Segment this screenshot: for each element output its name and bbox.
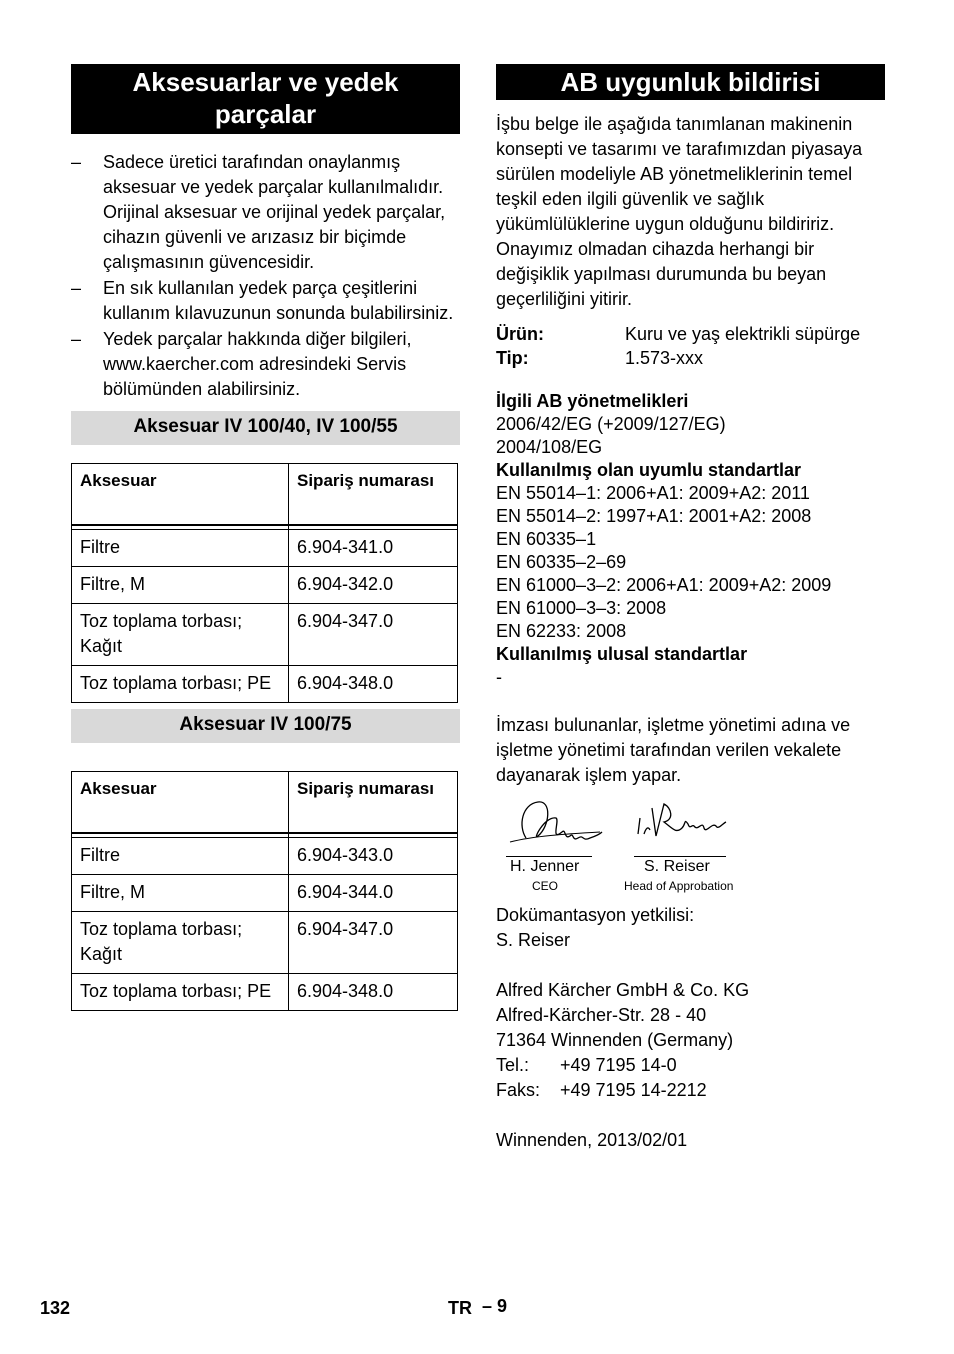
header-order-number: Sipariş numarası <box>289 464 458 526</box>
type-value: 1.573-xxx <box>625 348 704 368</box>
declaration-title: AB uygunluk bildirisi <box>496 64 885 100</box>
left-column <box>71 64 460 1011</box>
national-standards-value: - <box>496 667 502 687</box>
signatory-1-name: H. Jenner <box>510 858 580 875</box>
signatory-2-name: S. Reiser <box>644 858 710 875</box>
footer-language: TR <box>448 1298 472 1318</box>
table-header-row <box>72 464 458 526</box>
documentation-name: S. Reiser <box>496 930 571 950</box>
footer-section: – 9 <box>482 1296 508 1316</box>
signatory-1-role: CEO <box>532 879 559 893</box>
directives-title: İlgili AB yönetmelikleri <box>496 391 689 411</box>
cell-accessory: Toz toplama torbası; PE <box>72 974 289 1011</box>
cell-accessory: Filtre, M <box>72 875 289 912</box>
signature-reiser-handwriting: i.V. Reiser <box>632 798 637 799</box>
bullet-item <box>71 276 460 326</box>
declaration-intro: İşbu belge ile aşağıda tanımlanan makinenin konsepti ve tasarımı ve tarafımızdan piyasaya sürülen modeliyle AB yönetmeliklerinin temel teşkil eden ilgili güvenlik ve sağlık yükümlülüklerine uygun olduğunu bildiririz. Onayımız olmadan cihazda herhangi bir değişiklik yapılması durumunda bu beyan geçerliliğini yitirir. <box>496 114 863 309</box>
standard-item: EN 55014–1: 2006+A1: 2009+A2: 2011 <box>496 483 810 503</box>
company-name: Alfred Kärcher GmbH & Co. KG <box>496 980 750 1000</box>
fax-value: +49 7195 14-2212 <box>560 1080 707 1100</box>
signature-reiser <box>632 798 732 854</box>
bullet-item <box>71 150 460 275</box>
directive-item: 2004/108/EG <box>496 437 603 457</box>
phone-label: Tel.: <box>496 1055 530 1075</box>
table2-title: Aksesuar IV 100/75 <box>71 709 460 743</box>
signature-line-2 <box>634 856 726 857</box>
table-row <box>72 567 458 604</box>
type-row <box>496 346 885 370</box>
header-order-number: Sipariş numarası <box>289 772 458 834</box>
phone-value: +49 7195 14-0 <box>560 1055 677 1075</box>
accessory-table-2 <box>71 771 458 1011</box>
fax-label: Faks: <box>496 1080 541 1100</box>
standard-item: EN 55014–2: 1997+A1: 2001+A2: 2008 <box>496 506 812 526</box>
standard-item: EN 61000–3–3: 2008 <box>496 598 667 618</box>
place-date: Winnenden, 2013/02/01 <box>496 1130 688 1150</box>
bullet-item <box>71 327 460 402</box>
table-header-row <box>72 772 458 834</box>
cell-order-number: 6.904-348.0 <box>289 974 458 1011</box>
directive-item: 2006/42/EG (+2009/127/EG) <box>496 414 726 434</box>
page-number: 132 <box>40 1298 71 1318</box>
bullet-text: En sık kullanılan yedek parça çeşitlerini kullanım kılavuzunun sonunda bulabilirsiniz. <box>103 278 454 323</box>
bullet-text: Yedek parçalar hakkında diğer bilgileri, www.kaercher.com adresindeki Servis bölümünden alabilirsiniz. <box>103 329 412 399</box>
bullet-text: Sadece üretici tarafından onaylanmış aksesuar ve yedek parçalar kullanılmalıdır. Orijinal aksesuar ve orijinal yedek parçalar, cihazın güvenli ve arızasız bir biçimde çalışmasının güvencesidir. <box>103 152 446 272</box>
cell-order-number: 6.904-347.0 <box>289 912 458 974</box>
accessories-title: Aksesuarlar ve yedek parçalar <box>71 64 460 134</box>
table-row <box>72 530 458 567</box>
cell-accessory: Toz toplama torbası; Kağıt <box>72 604 289 666</box>
cell-order-number: 6.904-341.0 <box>289 530 458 567</box>
dash-mark: – <box>71 152 82 172</box>
table-row <box>72 666 458 703</box>
documentation-label: Dokümantasyon yetkilisi: <box>496 905 695 925</box>
documentation-block <box>496 903 885 1153</box>
table-row <box>72 838 458 875</box>
phone-row <box>496 1053 885 1078</box>
cell-order-number: 6.904-342.0 <box>289 567 458 604</box>
table-row <box>72 875 458 912</box>
table-row <box>72 604 458 666</box>
standard-item: EN 62233: 2008 <box>496 621 627 641</box>
standards-title: Kullanılmış olan uyumlu standartlar <box>496 460 802 480</box>
cell-accessory: Filtre <box>72 530 289 567</box>
cell-accessory: Toz toplama torbası; Kağıt <box>72 912 289 974</box>
standard-item: EN 61000–3–2: 2006+A1: 2009+A2: 2009 <box>496 575 832 595</box>
signatories-text: İmzası bulunanlar, işletme yönetimi adına ve işletme yönetimi tarafından verilen vekalete dayanarak işlem yapar. <box>496 715 851 785</box>
standard-item: EN 60335–2–69 <box>496 552 627 572</box>
national-standards-title: Kullanılmış ulusal standartlar <box>496 644 748 664</box>
accessory-table-1 <box>71 463 458 703</box>
standard-item: EN 60335–1 <box>496 529 597 549</box>
signature-jenner <box>504 796 604 856</box>
cell-accessory: Toz toplama torbası; PE <box>72 666 289 703</box>
cell-accessory: Filtre <box>72 838 289 875</box>
company-street: Alfred-Kärcher-Str. 28 - 40 <box>496 1005 707 1025</box>
company-city: 71364 Winnenden (Germany) <box>496 1030 734 1050</box>
product-label: Ürün: <box>496 324 544 344</box>
cell-order-number: 6.904-348.0 <box>289 666 458 703</box>
product-info <box>496 322 885 370</box>
dash-mark: – <box>71 329 82 349</box>
table-row <box>72 912 458 974</box>
signatory-2-role: Head of Approbation <box>624 879 734 893</box>
table-row <box>72 974 458 1011</box>
signature-line-1 <box>506 856 592 857</box>
accessories-bullet-list <box>71 150 460 402</box>
header-accessory: Aksesuar <box>72 772 289 834</box>
product-row <box>496 322 885 346</box>
cell-order-number: 6.904-347.0 <box>289 604 458 666</box>
fax-row <box>496 1078 885 1103</box>
header-accessory: Aksesuar <box>72 464 289 526</box>
table1-title: Aksesuar IV 100/40, IV 100/55 <box>71 411 460 445</box>
product-value: Kuru ve yaş elektrikli süpürge <box>625 324 861 344</box>
cell-order-number: 6.904-344.0 <box>289 875 458 912</box>
directives-block <box>496 390 885 689</box>
cell-accessory: Filtre, M <box>72 567 289 604</box>
signature-area <box>496 796 885 901</box>
cell-order-number: 6.904-343.0 <box>289 838 458 875</box>
type-label: Tip: <box>496 348 529 368</box>
dash-mark: – <box>71 278 82 298</box>
right-column <box>496 64 885 1153</box>
